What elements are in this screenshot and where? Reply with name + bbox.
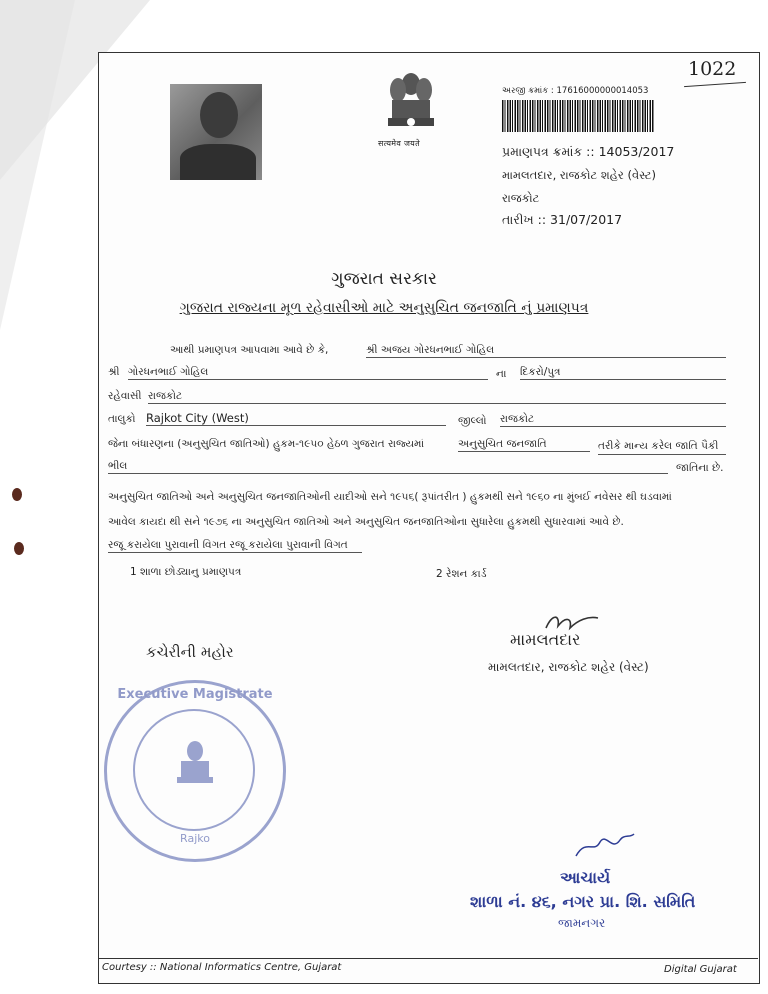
seal-caption: કચેરીની મહોર <box>146 643 234 661</box>
intro-text: આથી પ્રમાણપત્ર આપવામા આવે છે કે, <box>170 344 329 356</box>
of-label: ના <box>496 368 507 380</box>
issue-date: તારીખ :: 31/07/2017 <box>502 212 623 227</box>
footer-credit: Courtesy :: National Informatics Centre, Gujarat <box>102 962 342 973</box>
punch-hole <box>14 542 24 555</box>
evidence-item-1: 1 શાળા છોડ્યાનુ પ્રમાણપત્ર <box>130 566 242 578</box>
handwritten-file-number: 1022 <box>688 58 737 80</box>
category-value: અનુસુચિત જનજાતિ <box>458 438 590 452</box>
applicant-photo <box>170 84 262 180</box>
legal-paragraph-line2: આવેલ કાયદા થી સને ૧૯૭૬ ના અનુસુચિત જાતિઓ અને અનુસુચિત જનજાતિઓના સુધારેલા હુકમથી સુધારવામાં આવે છે. <box>108 516 624 528</box>
school-stamp-name: શાળા નં. ૪૬, નગર પ્રા. શિ. સમિતિ <box>470 892 696 911</box>
caste-value: ભીલ <box>108 460 668 474</box>
relation: દિકરો/પુત્ર <box>520 366 726 380</box>
barcode <box>502 100 654 132</box>
recognized-underline <box>598 454 726 455</box>
seal-ring-text: Executive Magistrate <box>117 687 273 702</box>
district-value: રાજકોટ <box>500 413 726 427</box>
caste-suffix: જાતિના છે. <box>676 462 724 474</box>
certificate-number: પ્રમાણપત્ર ક્રમાંક :: 14053/2017 <box>502 144 675 159</box>
recognized-text: તરીકે માન્ય કરેલ જાતિ પૈકી <box>598 440 719 452</box>
photo-face <box>200 92 238 138</box>
issuing-office: મામલતદાર, રાજકોટ શહેર (વેસ્ટ) <box>502 168 657 182</box>
signatory-title: મામલતદાર <box>510 630 581 649</box>
footer-divider <box>98 958 758 959</box>
punch-hole <box>12 488 22 501</box>
resident-label: રહેવાસી <box>108 390 142 402</box>
taluka-label: તાલુકો <box>108 413 136 425</box>
issuing-city: રાજકોટ <box>502 191 540 205</box>
footer-brand: Digital Gujarat <box>664 964 737 975</box>
certificate-title: ગુજરાત સરકાર <box>331 269 437 289</box>
certificate-subtitle: ગુજરાત રાજ્યના મૂળ રહેવાસીઓ માટે અનુસુચિત જનજાતિ નું પ્રમાણપત્ર <box>179 300 589 316</box>
school-stamp-city: જામનગર <box>558 916 606 930</box>
shri-label: શ્રી <box>108 366 120 378</box>
district-label: જીલ્લો <box>458 415 487 427</box>
photo-shoulders <box>180 144 256 180</box>
signature-principal <box>572 828 636 862</box>
taluka-value: Rajkot City (West) <box>146 411 446 426</box>
legal-paragraph-line1: અનુસુચિત જાતિઓ અને અનુસુચિત જનજાતિઓની યાદીઓ સને ૧૯૫૬( રૂપાંતરીત ) હુકમથી સને ૧૯૬૦ ના મુંબઈ નવેસર થી ઘડવામાં <box>108 491 672 503</box>
emblem-motto: सत्यमेव जयते <box>378 139 420 148</box>
signatory-office: મામલતદાર, રાજકોટ શહેર (વેસ્ટ) <box>488 660 649 674</box>
application-number: અરજી ક્રમાંક : 17616000000014053 <box>502 86 649 96</box>
order-text: જેના બંધારણના (અનુસુચિત જાતિઓ) હુકમ-૧૯૫૦ હેઠળ ગુજરાત રાજ્યમાં <box>108 438 425 450</box>
evidence-item-2: 2 રેશન કાર્ડ <box>436 568 487 580</box>
seal-bottom-text: Rajko <box>180 832 210 845</box>
evidence-heading: રજૂ કરાયેલા પુરાવાની વિગત રજૂ કરાયેલા પુરાવાની વિગત <box>108 539 362 553</box>
father-name: ગોરધનભાઈ ગોહિલ <box>128 366 488 380</box>
magistrate-seal <box>104 680 286 862</box>
applicant-name: શ્રી અજય ગોરધનભાઈ ગોહિલ <box>366 344 726 358</box>
seal-emblem-icon <box>173 739 217 799</box>
resident-value: રાજકોટ <box>148 390 726 404</box>
school-stamp-title: આચાર્ય <box>560 868 611 887</box>
